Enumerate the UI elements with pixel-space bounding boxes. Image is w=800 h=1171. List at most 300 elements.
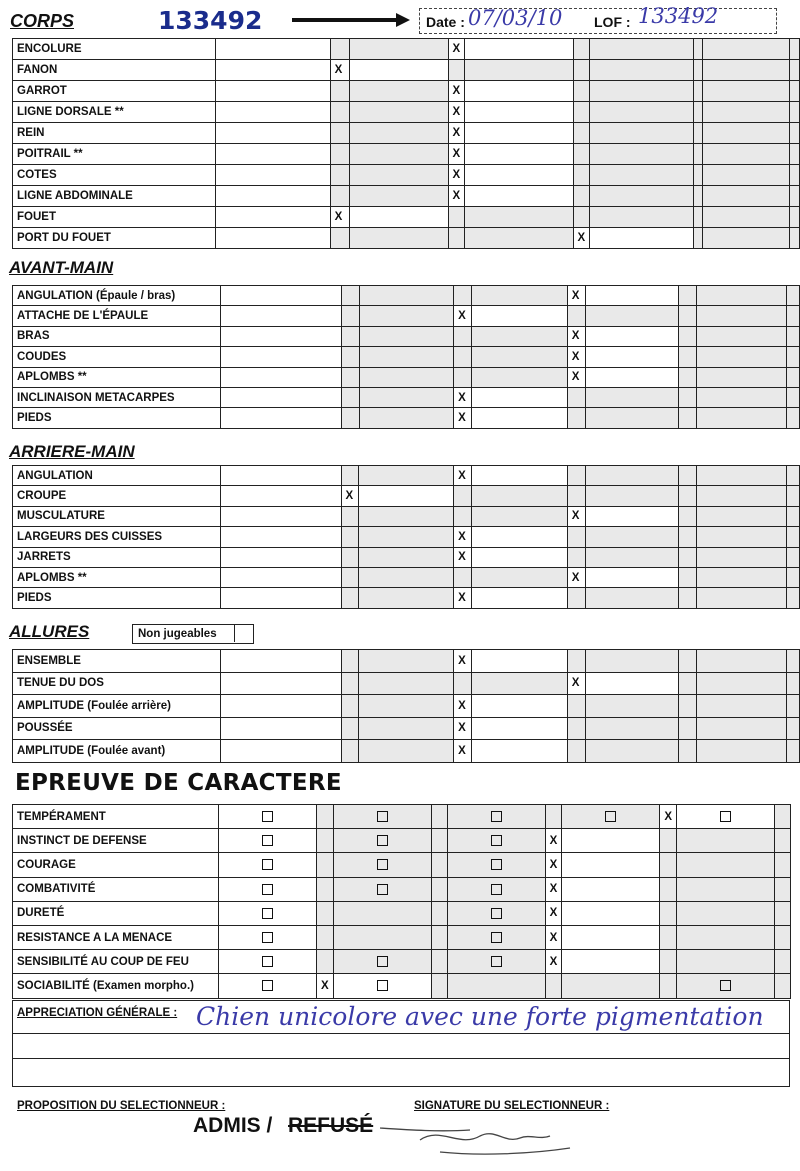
epreuve-check-cell[interactable] bbox=[333, 974, 431, 998]
arriere-main-check-cell[interactable] bbox=[221, 486, 341, 506]
checkbox-icon[interactable] bbox=[491, 956, 502, 967]
avant-main-check-cell[interactable] bbox=[697, 408, 787, 428]
epreuve-option-label: X bbox=[545, 901, 562, 925]
avant-main-check-cell[interactable] bbox=[221, 387, 341, 407]
epreuve-check-cell[interactable] bbox=[333, 877, 431, 901]
corps-option-label bbox=[790, 144, 800, 165]
arriere-main-check-cell[interactable] bbox=[472, 506, 568, 526]
epreuve-check-cell[interactable] bbox=[447, 974, 545, 998]
epreuve-check-cell[interactable] bbox=[677, 950, 775, 974]
arriere-main-check-cell[interactable] bbox=[221, 466, 341, 486]
arriere-main-option-label bbox=[679, 506, 697, 526]
avant-main-check-cell[interactable] bbox=[697, 286, 787, 306]
epreuve-option-label bbox=[317, 925, 334, 949]
allures-check-cell[interactable] bbox=[585, 672, 679, 695]
allures-check-cell[interactable] bbox=[585, 717, 679, 740]
epreuve-check-cell[interactable] bbox=[219, 901, 317, 925]
avant-main-check-cell[interactable] bbox=[221, 306, 341, 326]
epreuve-option-label bbox=[775, 829, 791, 853]
arriere-main-option-label: X bbox=[454, 547, 472, 567]
corps-option-label bbox=[790, 228, 800, 249]
avant-main-check-cell[interactable] bbox=[359, 408, 454, 428]
corps-check-cell[interactable] bbox=[350, 102, 448, 123]
avant-main-check-cell[interactable] bbox=[585, 347, 679, 367]
avant-main-option-label bbox=[341, 306, 359, 326]
allures-option-label bbox=[341, 695, 359, 718]
arriere-main-check-cell[interactable] bbox=[221, 506, 341, 526]
checkbox-icon[interactable] bbox=[491, 932, 502, 943]
corps-option-label bbox=[790, 123, 800, 144]
arriere-main-check-cell[interactable] bbox=[359, 486, 454, 506]
allures-check-cell[interactable] bbox=[359, 717, 454, 740]
date-value: 07/03/10 bbox=[468, 6, 563, 30]
avant-main-check-cell[interactable] bbox=[359, 306, 454, 326]
avant-main-criterion: APLOMBS ** bbox=[13, 367, 221, 387]
arriere-main-check-cell[interactable] bbox=[359, 527, 454, 547]
corps-check-cell[interactable] bbox=[465, 123, 573, 144]
avant-main-check-cell[interactable] bbox=[472, 367, 568, 387]
allures-check-cell[interactable] bbox=[221, 695, 341, 718]
arriere-main-check-cell[interactable] bbox=[697, 486, 787, 506]
corps-check-cell[interactable] bbox=[590, 102, 694, 123]
arriere-main-check-cell[interactable] bbox=[359, 547, 454, 567]
epreuve-criterion: COURAGE bbox=[13, 853, 219, 877]
allures-check-cell[interactable] bbox=[221, 717, 341, 740]
avant-main-option-label bbox=[679, 286, 697, 306]
avant-main-check-cell[interactable] bbox=[472, 408, 568, 428]
corps-check-cell[interactable] bbox=[590, 39, 694, 60]
avant-main-check-cell[interactable] bbox=[697, 347, 787, 367]
corps-check-cell[interactable] bbox=[465, 165, 573, 186]
arriere-main-criterion: CROUPE bbox=[13, 486, 221, 506]
corps-option-label: X bbox=[448, 186, 465, 207]
checkbox-icon[interactable] bbox=[262, 932, 273, 943]
arriere-main-check-cell[interactable] bbox=[472, 547, 568, 567]
epreuve-option-label bbox=[660, 925, 677, 949]
epreuve-row bbox=[13, 853, 791, 877]
epreuve-check-cell[interactable] bbox=[562, 829, 660, 853]
epreuve-option-label bbox=[431, 853, 447, 877]
allures-option-label bbox=[341, 672, 359, 695]
checkbox-icon[interactable] bbox=[262, 908, 273, 919]
avant-main-option-label bbox=[341, 286, 359, 306]
corps-check-cell[interactable] bbox=[465, 102, 573, 123]
corps-check-cell[interactable] bbox=[350, 186, 448, 207]
corps-check-cell[interactable] bbox=[215, 228, 330, 249]
corps-check-cell[interactable] bbox=[215, 186, 330, 207]
avant-main-check-cell[interactable] bbox=[359, 347, 454, 367]
checkbox-icon[interactable] bbox=[377, 811, 388, 822]
avant-main-option-label bbox=[786, 286, 799, 306]
checkbox-icon[interactable] bbox=[377, 956, 388, 967]
corps-check-cell[interactable] bbox=[215, 144, 330, 165]
checkbox-icon[interactable] bbox=[262, 980, 273, 991]
arriere-main-check-cell[interactable] bbox=[359, 588, 454, 608]
corps-check-cell[interactable] bbox=[702, 39, 789, 60]
checkbox-icon[interactable] bbox=[605, 811, 616, 822]
epreuve-check-cell[interactable] bbox=[333, 829, 431, 853]
allures-option-label bbox=[567, 740, 585, 763]
corps-option-label bbox=[573, 102, 590, 123]
checkbox-icon[interactable] bbox=[262, 859, 273, 870]
avant-main-option-label bbox=[679, 347, 697, 367]
avant-main-check-cell[interactable] bbox=[221, 326, 341, 346]
allures-check-cell[interactable] bbox=[585, 650, 679, 673]
avant-main-check-cell[interactable] bbox=[697, 306, 787, 326]
allures-check-cell[interactable] bbox=[472, 740, 568, 763]
corps-check-cell[interactable] bbox=[590, 81, 694, 102]
epreuve-check-cell[interactable] bbox=[447, 853, 545, 877]
corps-option-label bbox=[790, 102, 800, 123]
allures-check-cell[interactable] bbox=[697, 672, 787, 695]
arriere-main-check-cell[interactable] bbox=[472, 486, 568, 506]
avant-main-check-cell[interactable] bbox=[472, 347, 568, 367]
arriere-main-check-cell[interactable] bbox=[472, 567, 568, 587]
epreuve-check-cell[interactable] bbox=[333, 950, 431, 974]
epreuve-option-label bbox=[775, 805, 791, 829]
avant-main-check-cell[interactable] bbox=[472, 306, 568, 326]
avant-main-option-label bbox=[786, 347, 799, 367]
checkbox-icon[interactable] bbox=[262, 956, 273, 967]
epreuve-check-cell[interactable] bbox=[333, 853, 431, 877]
avant-main-option-label bbox=[679, 306, 697, 326]
allures-check-cell[interactable] bbox=[697, 740, 787, 763]
corps-check-cell[interactable] bbox=[590, 60, 694, 81]
checkbox-icon[interactable] bbox=[491, 884, 502, 895]
avant-main-criterion: BRAS bbox=[13, 326, 221, 346]
arriere-main-check-cell[interactable] bbox=[697, 567, 787, 587]
corps-check-cell[interactable] bbox=[350, 165, 448, 186]
allures-option-label bbox=[786, 672, 799, 695]
allures-check-cell[interactable] bbox=[472, 650, 568, 673]
corps-criterion: PORT DU FOUET bbox=[13, 228, 216, 249]
non-jugeables-checkbox[interactable] bbox=[234, 624, 253, 642]
corps-check-cell[interactable] bbox=[702, 60, 789, 81]
allures-check-cell[interactable] bbox=[359, 695, 454, 718]
epreuve-check-cell[interactable] bbox=[677, 853, 775, 877]
avant-main-option-label bbox=[454, 326, 472, 346]
epreuve-check-cell[interactable] bbox=[562, 877, 660, 901]
corps-check-cell[interactable] bbox=[465, 207, 573, 228]
arriere-main-check-cell[interactable] bbox=[585, 567, 679, 587]
arriere-main-check-cell[interactable] bbox=[585, 506, 679, 526]
corps-check-cell[interactable] bbox=[465, 39, 573, 60]
arriere-main-check-cell[interactable] bbox=[585, 588, 679, 608]
arriere-main-option-label bbox=[567, 588, 585, 608]
epreuve-option-label bbox=[660, 829, 677, 853]
allures-check-cell[interactable] bbox=[585, 695, 679, 718]
arriere-main-check-cell[interactable] bbox=[585, 466, 679, 486]
epreuve-check-cell[interactable] bbox=[447, 925, 545, 949]
avant-main-row bbox=[13, 387, 800, 407]
corps-check-cell[interactable] bbox=[465, 186, 573, 207]
corps-check-cell[interactable] bbox=[702, 144, 789, 165]
avant-main-check-cell[interactable] bbox=[359, 326, 454, 346]
epreuve-option-label bbox=[775, 925, 791, 949]
appreciation-text[interactable]: Chien unicolore avec une forte pigmentation bbox=[196, 1002, 764, 1031]
corps-check-cell[interactable] bbox=[350, 144, 448, 165]
corps-check-cell[interactable] bbox=[590, 144, 694, 165]
allures-check-cell[interactable] bbox=[359, 740, 454, 763]
epreuve-check-cell[interactable] bbox=[677, 974, 775, 998]
epreuve-check-cell[interactable] bbox=[447, 877, 545, 901]
corps-check-cell[interactable] bbox=[350, 81, 448, 102]
arriere-main-table bbox=[12, 465, 800, 609]
corps-check-cell[interactable] bbox=[215, 207, 330, 228]
checkbox-icon[interactable] bbox=[377, 835, 388, 846]
avant-main-check-cell[interactable] bbox=[359, 387, 454, 407]
allures-check-cell[interactable] bbox=[359, 672, 454, 695]
corps-row bbox=[13, 60, 800, 81]
corps-check-cell[interactable] bbox=[702, 228, 789, 249]
allures-option-label: X bbox=[454, 717, 472, 740]
checkbox-icon[interactable] bbox=[720, 811, 731, 822]
arriere-main-check-cell[interactable] bbox=[697, 547, 787, 567]
allures-check-cell[interactable] bbox=[472, 672, 568, 695]
corps-check-cell[interactable] bbox=[465, 60, 573, 81]
avant-main-option-label bbox=[786, 408, 799, 428]
epreuve-check-cell[interactable] bbox=[219, 925, 317, 949]
corps-check-cell[interactable] bbox=[350, 39, 448, 60]
avant-main-check-cell[interactable] bbox=[585, 408, 679, 428]
arriere-main-check-cell[interactable] bbox=[472, 588, 568, 608]
arriere-main-check-cell[interactable] bbox=[697, 527, 787, 547]
arriere-main-check-cell[interactable] bbox=[359, 567, 454, 587]
checkbox-icon[interactable] bbox=[491, 908, 502, 919]
corps-option-label bbox=[790, 39, 800, 60]
epreuve-option-label bbox=[317, 877, 334, 901]
corps-check-cell[interactable] bbox=[590, 207, 694, 228]
corps-option-label bbox=[330, 144, 350, 165]
epreuve-check-cell[interactable] bbox=[219, 950, 317, 974]
avant-main-check-cell[interactable] bbox=[472, 387, 568, 407]
corps-check-cell[interactable] bbox=[590, 123, 694, 144]
epreuve-check-cell[interactable] bbox=[677, 925, 775, 949]
avant-main-check-cell[interactable] bbox=[359, 367, 454, 387]
arriere-main-check-cell[interactable] bbox=[585, 486, 679, 506]
allures-check-cell[interactable] bbox=[472, 695, 568, 718]
allures-row bbox=[13, 672, 800, 695]
checkbox-icon[interactable] bbox=[491, 835, 502, 846]
avant-main-check-cell[interactable] bbox=[697, 326, 787, 346]
allures-check-cell[interactable] bbox=[697, 695, 787, 718]
corps-check-cell[interactable] bbox=[215, 123, 330, 144]
epreuve-check-cell[interactable] bbox=[447, 901, 545, 925]
corps-check-cell[interactable] bbox=[215, 39, 330, 60]
arriere-main-criterion: ANGULATION bbox=[13, 466, 221, 486]
epreuve-check-cell[interactable] bbox=[562, 805, 660, 829]
checkbox-icon[interactable] bbox=[377, 884, 388, 895]
checkbox-icon[interactable] bbox=[262, 835, 273, 846]
arriere-main-option-label bbox=[679, 588, 697, 608]
epreuve-row bbox=[13, 901, 791, 925]
avant-main-option-label bbox=[341, 408, 359, 428]
epreuve-check-cell[interactable] bbox=[677, 901, 775, 925]
corps-criterion: LIGNE DORSALE ** bbox=[13, 102, 216, 123]
corps-option-label: X bbox=[330, 207, 350, 228]
epreuve-row bbox=[13, 877, 791, 901]
allures-option-label bbox=[679, 717, 697, 740]
checkbox-icon[interactable] bbox=[377, 980, 388, 991]
arriere-main-check-cell[interactable] bbox=[697, 588, 787, 608]
arriere-main-check-cell[interactable] bbox=[359, 466, 454, 486]
avant-main-check-cell[interactable] bbox=[697, 367, 787, 387]
avant-main-check-cell[interactable] bbox=[472, 326, 568, 346]
corps-option-label bbox=[693, 39, 702, 60]
corps-check-cell[interactable] bbox=[590, 165, 694, 186]
corps-check-cell[interactable] bbox=[702, 207, 789, 228]
corps-check-cell[interactable] bbox=[702, 186, 789, 207]
epreuve-criterion: COMBATIVITÉ bbox=[13, 877, 219, 901]
epreuve-check-cell[interactable] bbox=[219, 853, 317, 877]
epreuve-check-cell[interactable] bbox=[562, 901, 660, 925]
epreuve-check-cell[interactable] bbox=[447, 805, 545, 829]
corps-row bbox=[13, 207, 800, 228]
checkbox-icon[interactable] bbox=[262, 811, 273, 822]
epreuve-check-cell[interactable] bbox=[333, 901, 431, 925]
epreuve-check-cell[interactable] bbox=[219, 877, 317, 901]
allures-option-label bbox=[786, 650, 799, 673]
allures-check-cell[interactable] bbox=[697, 650, 787, 673]
corps-check-cell[interactable] bbox=[702, 102, 789, 123]
corps-check-cell[interactable] bbox=[590, 228, 694, 249]
epreuve-option-label bbox=[545, 974, 562, 998]
corps-check-cell[interactable] bbox=[702, 123, 789, 144]
arriere-main-row bbox=[13, 547, 800, 567]
arriere-main-check-cell[interactable] bbox=[221, 567, 341, 587]
arriere-main-check-cell[interactable] bbox=[221, 547, 341, 567]
epreuve-check-cell[interactable] bbox=[447, 829, 545, 853]
arriere-main-option-label bbox=[679, 567, 697, 587]
avant-main-check-cell[interactable] bbox=[585, 306, 679, 326]
arriere-main-check-cell[interactable] bbox=[697, 466, 787, 486]
checkbox-icon[interactable] bbox=[491, 811, 502, 822]
arriere-main-option-label bbox=[679, 486, 697, 506]
corps-option-label bbox=[573, 39, 590, 60]
corps-check-cell[interactable] bbox=[350, 60, 448, 81]
arriere-main-check-cell[interactable] bbox=[472, 466, 568, 486]
epreuve-option-label bbox=[775, 853, 791, 877]
epreuve-check-cell[interactable] bbox=[333, 925, 431, 949]
corps-check-cell[interactable] bbox=[215, 102, 330, 123]
arriere-main-option-label: X bbox=[454, 588, 472, 608]
epreuve-option-label bbox=[317, 805, 334, 829]
avant-main-option-label: X bbox=[567, 286, 585, 306]
epreuve-check-cell[interactable] bbox=[677, 805, 775, 829]
epreuve-option-label bbox=[431, 925, 447, 949]
corps-check-cell[interactable] bbox=[465, 144, 573, 165]
arriere-main-check-cell[interactable] bbox=[221, 588, 341, 608]
allures-option-label bbox=[567, 695, 585, 718]
avant-main-option-label bbox=[567, 387, 585, 407]
allures-check-cell[interactable] bbox=[221, 672, 341, 695]
epreuve-check-cell[interactable] bbox=[219, 829, 317, 853]
avant-main-check-cell[interactable] bbox=[585, 387, 679, 407]
allures-option-label bbox=[341, 740, 359, 763]
allures-check-cell[interactable] bbox=[585, 740, 679, 763]
allures-option-label: X bbox=[454, 650, 472, 673]
section-title-epreuve: EPREUVE DE CARACTERE bbox=[15, 770, 342, 796]
corps-check-cell[interactable] bbox=[350, 228, 448, 249]
arriere-main-option-label bbox=[341, 588, 359, 608]
avant-main-option-label bbox=[341, 326, 359, 346]
allures-check-cell[interactable] bbox=[472, 717, 568, 740]
epreuve-check-cell[interactable] bbox=[447, 950, 545, 974]
signature-label: SIGNATURE DU SELECTIONNEUR : bbox=[414, 1100, 610, 1112]
epreuve-option-label: X bbox=[545, 925, 562, 949]
avant-main-check-cell[interactable] bbox=[585, 367, 679, 387]
epreuve-check-cell[interactable] bbox=[219, 974, 317, 998]
arriere-main-check-cell[interactable] bbox=[359, 506, 454, 526]
avant-main-check-cell[interactable] bbox=[221, 408, 341, 428]
arriere-main-check-cell[interactable] bbox=[585, 547, 679, 567]
corps-check-cell[interactable] bbox=[702, 81, 789, 102]
avant-main-option-label: X bbox=[567, 367, 585, 387]
epreuve-check-cell[interactable] bbox=[219, 805, 317, 829]
arriere-main-check-cell[interactable] bbox=[585, 527, 679, 547]
arriere-main-option-label: X bbox=[454, 466, 472, 486]
arriere-main-check-cell[interactable] bbox=[472, 527, 568, 547]
checkbox-icon[interactable] bbox=[377, 859, 388, 870]
avant-main-check-cell[interactable] bbox=[221, 286, 341, 306]
corps-option-label: X bbox=[448, 39, 465, 60]
epreuve-check-cell[interactable] bbox=[562, 925, 660, 949]
allures-check-cell[interactable] bbox=[221, 650, 341, 673]
avant-main-check-cell[interactable] bbox=[472, 286, 568, 306]
non-jugeables-box bbox=[132, 624, 254, 644]
corps-check-cell[interactable] bbox=[215, 81, 330, 102]
avant-main-check-cell[interactable] bbox=[359, 286, 454, 306]
corps-check-cell[interactable] bbox=[590, 186, 694, 207]
corps-check-cell[interactable] bbox=[465, 228, 573, 249]
non-jugeables-label: Non jugeables bbox=[138, 628, 217, 640]
avant-main-check-cell[interactable] bbox=[697, 387, 787, 407]
avant-main-check-cell[interactable] bbox=[221, 347, 341, 367]
avant-main-row bbox=[13, 286, 800, 306]
epreuve-check-cell[interactable] bbox=[677, 877, 775, 901]
avant-main-row bbox=[13, 347, 800, 367]
allures-check-cell[interactable] bbox=[697, 717, 787, 740]
avant-main-check-cell[interactable] bbox=[221, 367, 341, 387]
epreuve-check-cell[interactable] bbox=[333, 805, 431, 829]
allures-check-cell[interactable] bbox=[359, 650, 454, 673]
epreuve-option-label bbox=[660, 853, 677, 877]
arriere-main-option-label: X bbox=[567, 567, 585, 587]
arriere-main-check-cell[interactable] bbox=[221, 527, 341, 547]
corps-check-cell[interactable] bbox=[215, 60, 330, 81]
avant-main-check-cell[interactable] bbox=[585, 286, 679, 306]
checkbox-icon[interactable] bbox=[262, 884, 273, 895]
corps-check-cell[interactable] bbox=[215, 165, 330, 186]
checkbox-icon[interactable] bbox=[491, 859, 502, 870]
avant-main-check-cell[interactable] bbox=[585, 326, 679, 346]
allures-check-cell[interactable] bbox=[221, 740, 341, 763]
corps-check-cell[interactable] bbox=[350, 207, 448, 228]
epreuve-check-cell[interactable] bbox=[677, 829, 775, 853]
arriere-main-option-label: X bbox=[341, 486, 359, 506]
avant-main-option-label bbox=[786, 387, 799, 407]
epreuve-check-cell[interactable] bbox=[562, 950, 660, 974]
corps-row bbox=[13, 165, 800, 186]
corps-check-cell[interactable] bbox=[702, 165, 789, 186]
corps-criterion: LIGNE ABDOMINALE bbox=[13, 186, 216, 207]
epreuve-check-cell[interactable] bbox=[562, 853, 660, 877]
arriere-main-check-cell[interactable] bbox=[697, 506, 787, 526]
corps-check-cell[interactable] bbox=[465, 81, 573, 102]
corps-check-cell[interactable] bbox=[350, 123, 448, 144]
epreuve-check-cell[interactable] bbox=[562, 974, 660, 998]
checkbox-icon[interactable] bbox=[720, 980, 731, 991]
